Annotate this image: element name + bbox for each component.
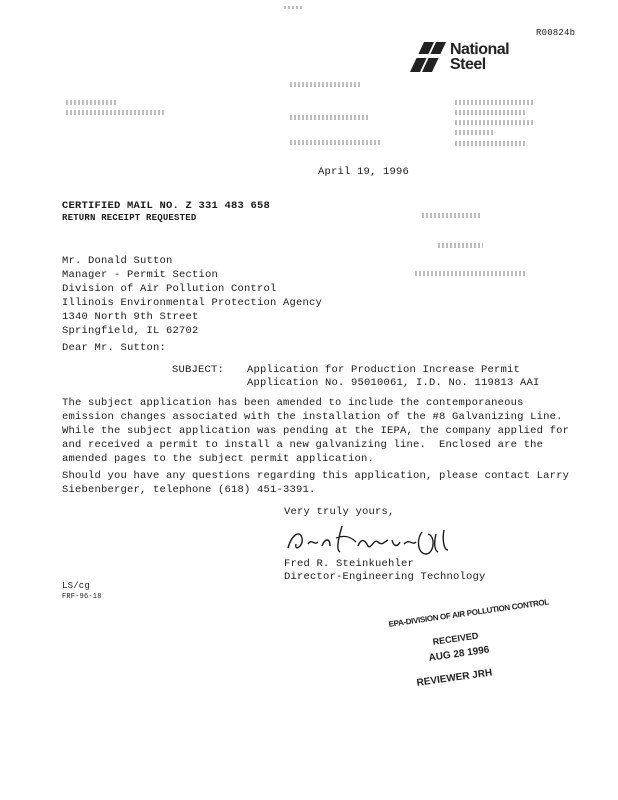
logo-line-1: National (450, 41, 510, 58)
reference-code: FRF-96-18 (62, 593, 102, 601)
letterhead-faint-line (455, 141, 525, 146)
body-line: and received a permit to install a new galvanizing line. Enclosed are the (62, 439, 544, 451)
signer-title: Director-Engineering Technology (284, 571, 486, 583)
national-steel-logo (408, 40, 526, 74)
body-line: Siebenberger, telephone (618) 451-3391. (62, 484, 316, 496)
subject-line-1: Application for Production Increase Permit (247, 364, 521, 376)
subject-label: SUBJECT: (172, 364, 225, 376)
letterhead-faint-line (66, 100, 116, 105)
faint-mark (422, 213, 482, 218)
logo-company-name (450, 42, 509, 72)
letterhead-faint-line (290, 115, 370, 120)
recipient-line: Manager - Permit Section (62, 269, 219, 281)
handwritten-signature (282, 516, 462, 562)
letter-date: April 19, 1996 (318, 166, 410, 178)
salutation: Dear Mr. Sutton: (62, 342, 167, 354)
body-line: Should you have any questions regarding this application, please contact Larry (62, 470, 570, 482)
letterhead-faint-line (66, 110, 166, 115)
certified-mail-line: CERTIFIED MAIL NO. Z 331 483 658 (62, 200, 271, 212)
body-paragraph-1 (62, 396, 569, 466)
subject-line-2: Application No. 95010061, I.D. No. 119813 AAI (247, 377, 540, 389)
typist-initials: LS/cg (62, 581, 91, 591)
received-stamp (388, 597, 550, 689)
body-line: amended pages to the subject permit application. (62, 453, 375, 465)
recipient-line: Illinois Environmental Protection Agency (62, 297, 323, 309)
recipient-line: Division of Air Pollution Control (62, 283, 277, 295)
recipient-line: 1340 North 9th Street (62, 311, 199, 323)
letterhead-faint-line (290, 82, 360, 87)
body-line: While the subject application was pending at the IEPA, the company applied for (62, 425, 570, 437)
body-line: The subject application has been amended to include the contemporaneous (62, 397, 524, 409)
body-line: emission changes associated with the installation of the #8 Galvanizing Line. (62, 411, 563, 423)
closing: Very truly yours, (284, 506, 395, 518)
document-id: R00824b (536, 28, 576, 38)
page-mark (284, 6, 304, 9)
letterhead-faint-line (455, 120, 533, 125)
faint-mark (415, 271, 525, 276)
logo-mark-icon (408, 40, 448, 74)
stamp-line-3: AUG 28 1996 (428, 644, 491, 664)
body-paragraph-2 (62, 469, 569, 497)
letterhead-faint-line (290, 140, 380, 145)
recipient-line: Springfield, IL 62702 (62, 325, 199, 337)
letterhead-faint-line (455, 110, 525, 115)
recipient-line: Mr. Donald Sutton (62, 255, 173, 267)
faint-mark (438, 243, 483, 248)
stamp-line-1: EPA-DIVISION OF AIR POLLUTION CONTROL (388, 597, 550, 629)
recipient-address (62, 254, 322, 338)
signer-name: Fred R. Steinkuehler (284, 558, 415, 570)
return-receipt-line: RETURN RECEIPT REQUESTED (62, 213, 197, 223)
stamp-line-4: REVIEWER JRH (416, 667, 493, 689)
letterhead-faint-line (455, 130, 495, 135)
stamp-line-2: RECEIVED (432, 630, 479, 647)
letterhead-faint-line (455, 100, 535, 105)
logo-line-2: Steel (450, 56, 486, 73)
